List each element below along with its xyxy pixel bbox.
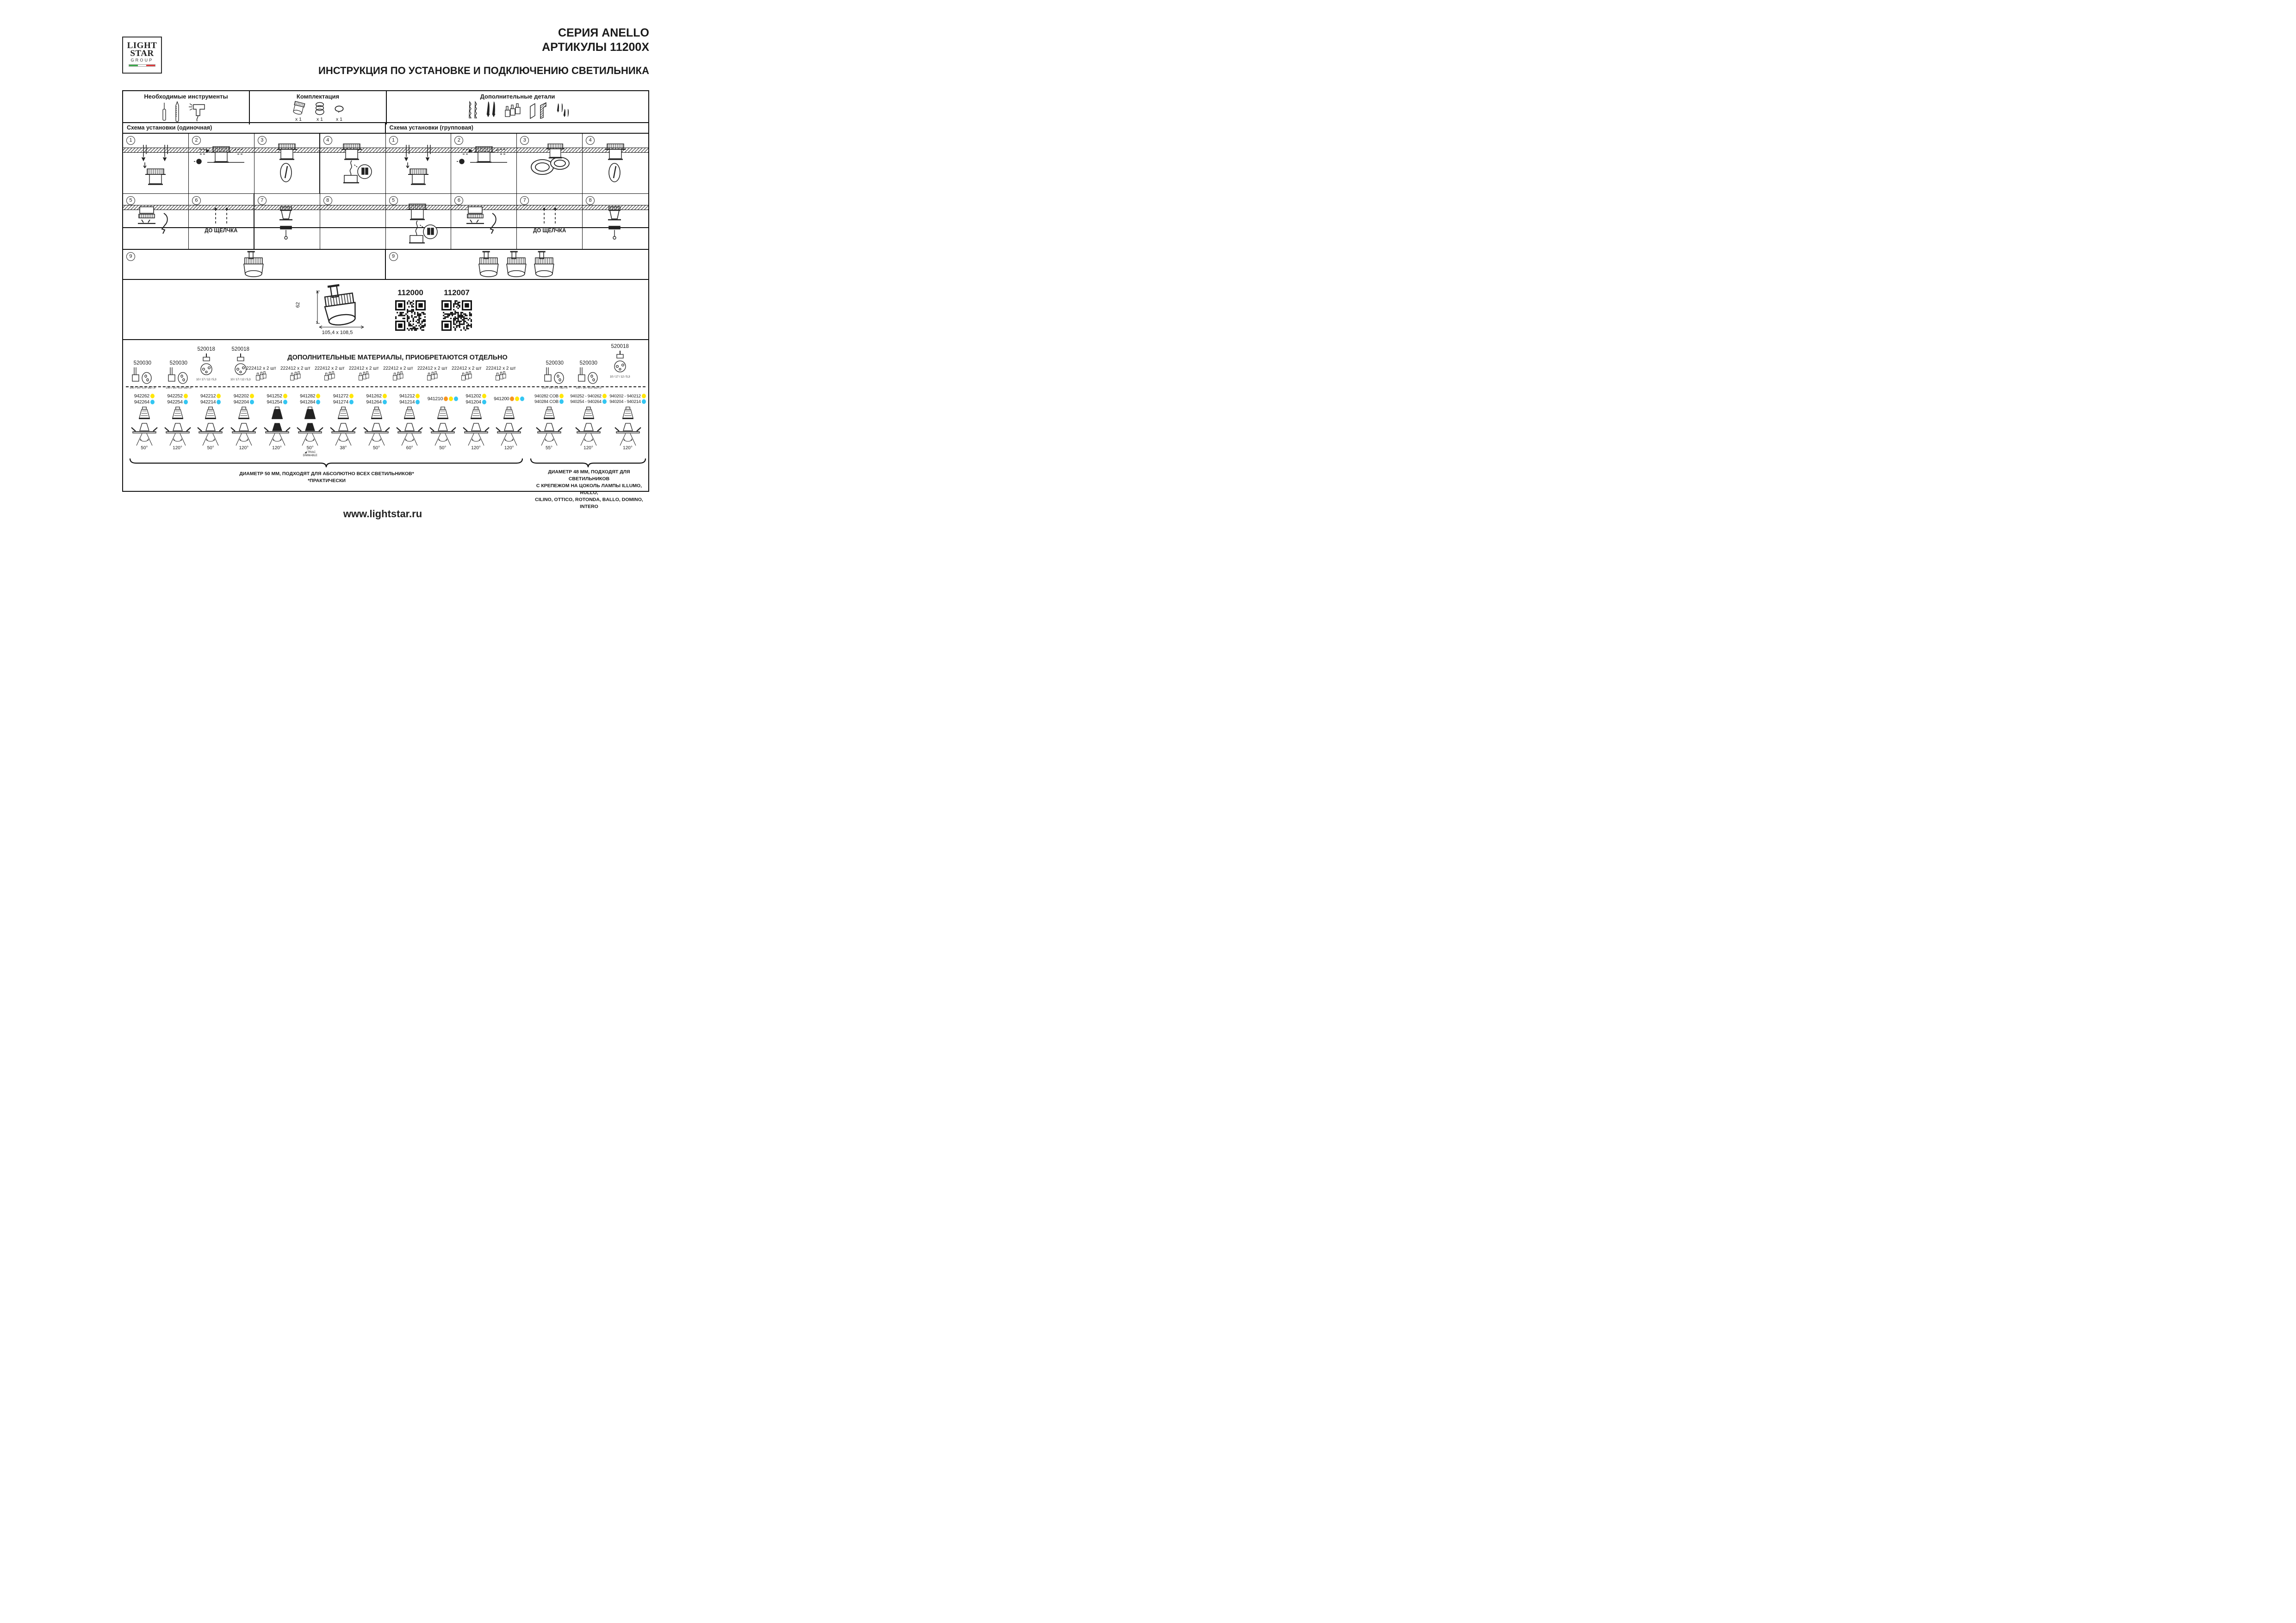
caption-50mm <box>179 471 475 484</box>
product-code: 941214 <box>399 399 420 405</box>
qr-block-112007 <box>441 288 472 333</box>
dowels-icon <box>466 101 478 123</box>
product-code: 942264 <box>134 399 155 405</box>
screwdriver-icon <box>161 102 168 124</box>
color-dot-blue <box>602 399 607 404</box>
product-column <box>128 392 161 457</box>
color-dot-blue <box>642 399 646 404</box>
beam-angle: 120° <box>623 446 633 451</box>
color-dot-yellow <box>449 396 453 401</box>
beam-angle: 50° <box>141 446 148 451</box>
terminal-222412 <box>246 366 276 384</box>
installed-fixture-icon <box>240 251 268 279</box>
accessory-code: 520030 <box>133 360 151 366</box>
color-dot-blue <box>217 400 221 404</box>
color-dot-blue <box>383 400 387 404</box>
lamp-icon <box>369 406 385 422</box>
qr-block-112000 <box>395 288 426 333</box>
color-dot-yellow <box>602 394 607 398</box>
product-code: 941282 <box>300 393 320 399</box>
step9-single-cell <box>123 250 386 279</box>
accessory-520030 <box>542 360 568 390</box>
click-label: ДО ЩЕЛЧКА <box>205 228 238 234</box>
terminal-222412 <box>383 366 413 384</box>
color-dot-blue <box>520 396 524 401</box>
step-number: 3 <box>258 136 267 145</box>
accessory-520030 <box>576 360 602 390</box>
product-code: 942212 <box>200 393 221 399</box>
installed-lamp-icon <box>614 422 642 447</box>
knife-icon <box>174 101 180 124</box>
package-qty: х 1 <box>295 117 302 122</box>
product-code: 941274 <box>333 399 354 405</box>
step-single-5 <box>123 194 189 249</box>
accessory-520018 <box>610 344 630 378</box>
step-number: 1 <box>389 136 398 145</box>
color-dot-blue <box>283 400 287 404</box>
terminal-222412 <box>280 366 310 384</box>
terminal-block-icon <box>358 371 370 382</box>
color-dot-orange <box>510 396 514 401</box>
color-dot-yellow <box>184 394 188 398</box>
spring-rings-icon <box>313 101 327 122</box>
lightstar-logo <box>122 37 162 74</box>
product-column <box>608 392 647 451</box>
lamp-icon <box>468 406 484 422</box>
beam-angle: 60° <box>406 446 413 451</box>
step-number: 5 <box>389 196 398 205</box>
product-column <box>569 392 608 451</box>
terminal-blocks-icon <box>503 102 522 123</box>
color-dot-blue <box>416 400 420 404</box>
product-column <box>161 392 194 457</box>
product-column <box>393 392 426 457</box>
step-diagram-screwdriver <box>583 143 648 193</box>
accessory-dims: 150 / 16 / 5,5 / ø27,5 <box>542 386 568 390</box>
color-dot-yellow <box>559 394 564 398</box>
lamp-icon <box>435 406 451 422</box>
product-column <box>327 392 360 457</box>
caption-48mm <box>529 469 649 510</box>
lamp-icon <box>501 406 517 422</box>
step-number: 8 <box>323 196 332 205</box>
step-diagram-wires <box>386 203 451 249</box>
package-cell <box>250 91 387 124</box>
step-number: 9 <box>126 252 135 261</box>
accessory-dims: 10 / 17 / 12 / 5,3 <box>230 378 251 381</box>
step-number: 6 <box>454 196 463 205</box>
step-group-1 <box>386 134 452 193</box>
screws-icon <box>555 102 569 123</box>
color-dot-yellow <box>383 394 387 398</box>
product-column <box>194 392 227 457</box>
logo-word-group: GROUP <box>130 58 154 62</box>
installed-lamp-icon <box>462 422 490 447</box>
materials-title: ДОПОЛНИТЕЛЬНЫЕ МАТЕРИАЛЫ, ПРИОБРЕТАЮТСЯ ОТДЕЛЬНО <box>287 354 508 361</box>
tools-title: Необходимые инструменты <box>144 93 228 100</box>
terminal-block-icon <box>323 371 335 382</box>
package-title: Комплектация <box>296 93 340 100</box>
step-diagram-anchors <box>386 143 451 193</box>
caption-48mm-line2: С КРЕПЕЖОМ НА ЦОКОЛЬ ЛАМПЫ ILLUMO, RULLO, <box>536 483 642 496</box>
product-code: 940204 - 940214 <box>609 399 645 404</box>
step-single-8 <box>320 194 386 249</box>
product-code: 941262 <box>366 393 386 399</box>
step-number: 1 <box>126 136 135 145</box>
steps-row-1 <box>123 134 648 194</box>
product-column <box>360 392 393 457</box>
color-dot-yellow <box>642 394 646 398</box>
color-dot-blue <box>150 400 155 404</box>
brace-50mm <box>130 458 523 470</box>
installed-fixture-icon <box>477 251 502 279</box>
step-number: 5 <box>126 196 135 205</box>
product-code: 940284 COB <box>534 399 564 404</box>
accessory-dims: 150 / 16 / 5,5 / ø27,5 <box>166 386 192 390</box>
beam-angle: 120° <box>504 446 514 451</box>
product-code: 941204 <box>465 399 486 405</box>
terminal-222412 <box>315 366 345 384</box>
lamp-icon <box>335 406 351 422</box>
step9-row <box>123 250 648 280</box>
step-group-2 <box>451 134 517 193</box>
lamp-icon <box>402 406 417 422</box>
installed-lamp-icon <box>574 422 603 447</box>
color-dot-yellow <box>482 394 486 398</box>
beam-angle: 50° <box>372 446 380 451</box>
qr-code-label: 112007 <box>444 288 470 297</box>
instruction-title: ИНСТРУКЦИЯ ПО УСТАНОВКЕ И ПОДКЛЮЧЕНИЮ СВЕТИЛЬНИКА <box>318 65 649 76</box>
fixture-dimension-drawing <box>304 283 373 331</box>
articles-title: АРТИКУЛЫ 11200X <box>542 41 649 54</box>
step-number: 9 <box>389 252 398 261</box>
beam-angle: 38° <box>340 446 347 451</box>
dashed-divider <box>126 386 645 387</box>
instruction-sheet <box>0 0 765 541</box>
step-diagram-ringscrew <box>254 203 320 249</box>
anchors-icon <box>485 101 497 123</box>
step-single-7 <box>254 194 320 249</box>
beam-angle: 120° <box>583 446 593 451</box>
logo-word-light: LIGHT <box>127 41 157 50</box>
color-dot-blue <box>349 400 354 404</box>
terminal-label: 222412 х 2 шт <box>383 366 413 371</box>
color-dot-yellow <box>150 394 155 398</box>
step-single-2 <box>189 134 254 193</box>
step-diagram-screwdriver <box>254 143 319 193</box>
scheme-group-title: Схема установки (групповая) <box>389 124 473 131</box>
step-single-1 <box>123 134 189 193</box>
product-code: 941264 <box>366 399 386 405</box>
brace-48mm <box>530 458 646 470</box>
installed-fixture-icon <box>504 251 529 279</box>
lamp-icon <box>203 406 218 422</box>
lamp-icon <box>137 406 152 422</box>
product-column <box>293 392 327 457</box>
step-number: 7 <box>258 196 267 205</box>
step-diagram-arrows <box>451 143 516 193</box>
installed-lamp-icon <box>163 422 192 447</box>
caption-48mm-line3: CILINO, OTTICO, ROTONDA, BALLO, DOMINO, INTERO <box>535 497 643 509</box>
step-diagram-empty <box>320 203 385 249</box>
terminal-label: 222412 х 2 шт <box>246 366 276 371</box>
accessory-520030 <box>166 360 192 390</box>
accessory-code: 520030 <box>169 360 187 366</box>
scheme-single-title: Схема установки (одиночная) <box>123 123 386 133</box>
product-code: 941210 <box>428 396 458 402</box>
lamp-icon <box>620 406 636 422</box>
product-code: 942252 <box>167 393 187 399</box>
caption-50mm-line2: *ПРАКТИЧЕСКИ <box>308 478 346 483</box>
accessory-dims: 10 / 17 / 12 / 5,3 <box>610 375 630 378</box>
product-code: 941200 <box>494 396 524 402</box>
installed-lamp-icon <box>130 422 159 447</box>
beam-angle: 50° <box>439 446 447 451</box>
qr-code-icon <box>441 300 472 333</box>
step-diagram-wires <box>320 143 385 193</box>
lamp-icon <box>541 406 557 422</box>
step-diagram-click <box>517 203 582 249</box>
step-number: 4 <box>586 136 595 145</box>
beam-angle: 120° <box>471 446 481 451</box>
installed-lamp-icon <box>428 422 457 447</box>
product-column <box>492 392 526 457</box>
product-column <box>227 392 261 457</box>
scheme-header-row <box>123 123 648 134</box>
triac-dimmable-note: ◢ TRIAC DIMMABLE <box>303 451 317 457</box>
terminal-block-icon <box>255 371 267 382</box>
terminal-222412 <box>417 366 447 384</box>
color-dot-blue <box>482 400 486 404</box>
step-group-5 <box>386 194 452 249</box>
installed-lamp-icon <box>395 422 424 447</box>
terminal-label: 222412 х 2 шт <box>315 366 345 371</box>
beam-angle: 50° <box>306 446 314 451</box>
color-dot-yellow <box>349 394 354 398</box>
cutout-dimension: 105,4 x 108,5 <box>322 330 353 335</box>
terminal-label: 222412 х 2 шт <box>280 366 310 371</box>
terminal-label: 222412 х 2 шт <box>486 366 516 371</box>
step-diagram-click <box>189 203 254 249</box>
lamp-icon <box>170 406 186 422</box>
accessory-code: 520030 <box>546 360 564 366</box>
terminal-block-icon <box>392 371 404 382</box>
website-url: www.lightstar.ru <box>343 508 422 520</box>
installed-fixture-icon <box>532 251 557 279</box>
accessory-dims: 10 / 17 / 12 / 5,3 <box>196 378 217 381</box>
extras-cell <box>387 91 648 124</box>
step-group-6 <box>451 194 517 249</box>
step-single-4 <box>320 134 386 193</box>
installed-lamp-icon <box>495 422 523 447</box>
step-diagram-anchors <box>123 143 188 193</box>
brackets-icon <box>528 102 549 123</box>
color-dot-yellow <box>316 394 320 398</box>
products-group-50mm <box>128 392 526 457</box>
step-single-6 <box>189 194 254 249</box>
step-diagram-ringscrew <box>583 203 648 249</box>
tools-cell <box>123 91 250 124</box>
fixture-body-icon <box>291 101 306 122</box>
accessory-code: 520018 <box>197 347 215 352</box>
step-group-3 <box>517 134 583 193</box>
italian-flag-icon <box>129 64 155 67</box>
color-dot-blue <box>250 400 254 404</box>
step-number: 7 <box>520 196 529 205</box>
terminal-label: 222412 х 2 шт <box>452 366 482 371</box>
product-code: 941212 <box>399 393 420 399</box>
package-qty: х 1 <box>335 117 342 122</box>
lamp-icon <box>581 406 596 422</box>
product-code: 941252 <box>267 393 287 399</box>
installed-lamp-icon <box>362 422 391 447</box>
lamp-icon <box>269 406 285 422</box>
step-group-4 <box>583 134 648 193</box>
step-number: 2 <box>192 136 201 145</box>
qr-code-icon <box>395 300 426 333</box>
installed-lamp-icon <box>263 422 292 447</box>
terminal-block-icon <box>495 371 507 382</box>
product-code: 940252 - 940262 <box>570 394 606 399</box>
trim-ring-icon <box>333 101 345 122</box>
step-diagram-arrows <box>189 143 254 193</box>
terminal-block-icon <box>289 371 301 382</box>
product-code: 941254 <box>267 399 287 405</box>
step-group-7 <box>517 194 583 249</box>
instruction-table <box>122 90 649 509</box>
accessory-520030 <box>130 360 155 390</box>
terminal-222412 <box>452 366 482 384</box>
product-column <box>529 392 569 451</box>
terminal-label: 222412 х 2 шт <box>349 366 379 371</box>
product-code: 942262 <box>134 393 155 399</box>
kit-row <box>123 91 648 123</box>
step-number: 4 <box>323 136 332 145</box>
step-group-8 <box>583 194 648 249</box>
beam-angle: 55° <box>545 446 553 451</box>
color-dot-yellow <box>250 394 254 398</box>
installed-lamp-icon <box>535 422 564 447</box>
series-title: СЕРИЯ ANELLO <box>558 26 649 39</box>
step-diagram-bracket <box>451 203 516 249</box>
accessory-dims: 150 / 16 / 5,5 / ø27,5 <box>130 386 155 390</box>
accessory-code: 520030 <box>579 360 597 366</box>
lamp-icon <box>236 406 252 422</box>
product-code: 942214 <box>200 399 221 405</box>
logo-word-star: STAR <box>130 49 154 58</box>
color-dot-blue <box>454 396 458 401</box>
lamp-icon <box>302 406 318 422</box>
terminal-label: 222412 х 2 шт <box>417 366 447 371</box>
qr-code-label: 112000 <box>397 288 423 297</box>
product-column <box>426 392 459 457</box>
terminal-block-icon <box>460 371 472 382</box>
caption-50mm-line1: ДИАМЕТР 50 ММ, ПОДХОДЯТ ДЛЯ АБСОЛЮТНО ВСЕХ СВЕТИЛЬНИКОВ* <box>239 471 414 477</box>
color-dot-blue <box>316 400 320 404</box>
product-column <box>261 392 294 457</box>
terminal-222412 <box>349 366 379 384</box>
steps-row-2 <box>123 194 648 250</box>
accessory-code: 520018 <box>611 344 629 349</box>
product-code: 940254 - 940264 <box>570 399 606 404</box>
height-dimension: 62 <box>295 302 301 308</box>
installed-lamp-icon <box>230 422 258 447</box>
product-code: 941272 <box>333 393 354 399</box>
product-column <box>459 392 493 457</box>
step-number: 2 <box>454 136 463 145</box>
beam-angle: 120° <box>239 446 249 451</box>
product-code: 942204 <box>234 399 254 405</box>
beam-angle: 120° <box>173 446 182 451</box>
step9-group-cell <box>386 250 649 279</box>
color-dot-orange <box>444 396 448 401</box>
step-diagram-bracket <box>123 203 188 249</box>
color-dot-yellow <box>283 394 287 398</box>
extras-title: Дополнительные детали <box>480 93 555 100</box>
beam-angle: 50° <box>207 446 214 451</box>
product-code: 942254 <box>167 399 187 405</box>
step-number: 6 <box>192 196 201 205</box>
step-number: 8 <box>586 196 595 205</box>
step-number: 3 <box>520 136 529 145</box>
step-diagram-pair <box>517 143 582 193</box>
product-code: 941202 <box>465 393 486 399</box>
package-qty: х 1 <box>316 117 323 122</box>
accessory-520018 <box>196 347 216 381</box>
terminal-222412 <box>486 366 516 384</box>
color-dot-yellow <box>515 396 519 401</box>
materials-section <box>123 340 648 509</box>
heat-gun-icon <box>187 101 211 124</box>
installed-lamp-icon <box>296 422 324 447</box>
dimensions-row <box>123 280 648 340</box>
click-label: ДО ЩЕЛЧКА <box>533 228 566 234</box>
product-code: 941284 <box>300 399 320 405</box>
terminal-block-icon <box>426 371 438 382</box>
beam-angle: 120° <box>272 446 282 451</box>
product-code: 942202 <box>234 393 254 399</box>
installed-lamp-icon <box>329 422 358 447</box>
accessory-code: 520018 <box>231 347 249 352</box>
installed-lamp-icon <box>196 422 225 447</box>
color-dot-yellow <box>217 394 221 398</box>
caption-48mm-line1: ДИАМЕТР 48 ММ, ПОДХОДЯТ ДЛЯ СВЕТИЛЬНИКОВ <box>548 469 630 482</box>
products-group-48mm <box>529 392 647 451</box>
product-code: 940202 - 940212 <box>609 394 645 399</box>
color-dot-yellow <box>416 394 420 398</box>
step-single-3 <box>254 134 320 193</box>
color-dot-blue <box>184 400 188 404</box>
color-dot-blue <box>559 399 564 404</box>
product-code: 940282 COB <box>534 394 564 399</box>
accessory-dims: 150 / 16 / 5,5 / ø27,5 <box>576 386 602 390</box>
